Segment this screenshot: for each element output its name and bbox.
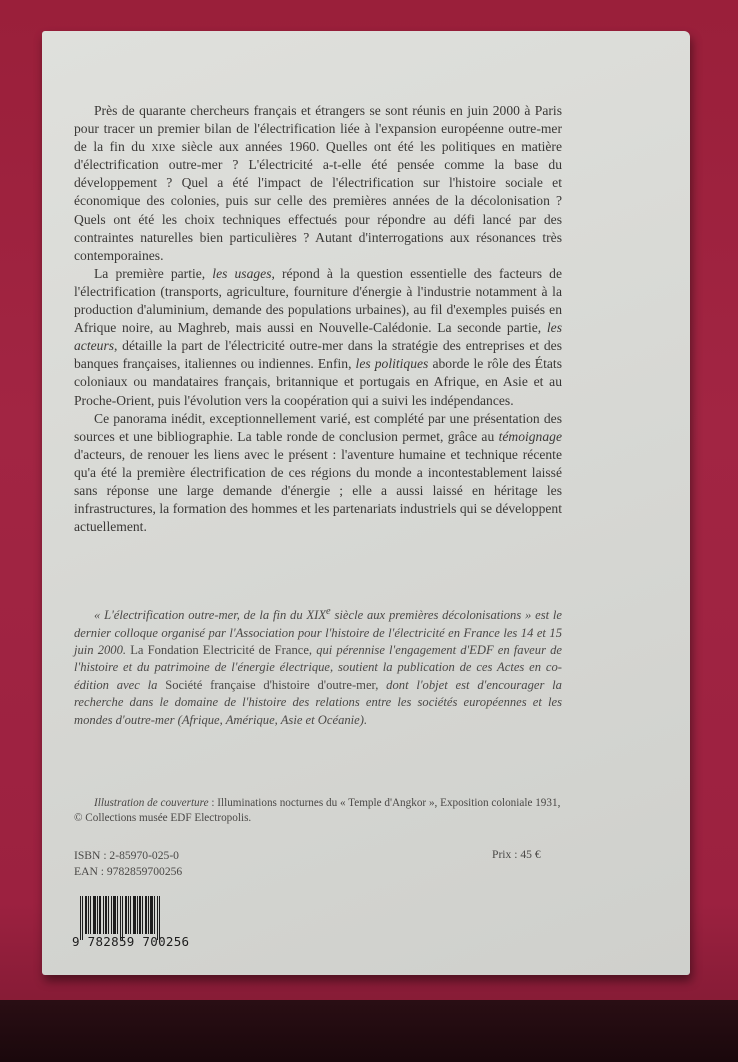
credit-text: : Illuminations nocturnes du « Temple d'Angkor », Exposition coloniale 1931, © Collections musée EDF Electropolis.: [74, 797, 561, 824]
colloquium-note-text: « L'électrification outre-mer, de la fin du XIXe siècle aux premières décolonisations » est le dernier colloque organisé par l'Association pour l'histoire de l'électricité en France les 14 et 15 juin 2000. La Fondation Electricité de France, qui pérennise l'engagement d'EDF en faveur de l'histoire et du patrimoine de l'énergie électrique, soutient la publication de ces Actes en co-édition avec la Société française d'histoire d'outre-mer, dont l'objet est d'encourager la recherche dans le domaine de l'histoire des relations entre les sociétés européennes et les mondes d'outre-mer (Afrique, Amérique, Asie et Océanie).: [74, 606, 562, 727]
blurb-paragraph-3: Ce panorama inédit, exceptionnellement varié, est complété par une présentation des sources et une bibliographie. La table ronde de conclusion permet, grâce au témoignage d'acteurs, de renouer les liens avec le présent : l'aventure humaine et technique récente qu'a été la première électrification de ces régions du monde a incontestablement laissé sans réponse une large demande d'énergie ; elle a aussi laissé en héritage les infrastructures, la formation des hommes et les partenariats industriels qui se développent actuellement.: [74, 410, 562, 535]
blurb: [74, 102, 562, 536]
credit-label: Illustration de couverture: [94, 797, 209, 809]
cover-illustration-credit: [74, 796, 562, 826]
blurb-paragraph-2: La première partie, les usages, répond à la question essentielle des facteurs de l'électrification (transports, agriculture, fourniture d'énergie à l'industrie notamment à la production d'aluminium, demande des populations urbaines), au fil d'exemples puisés en Afrique noire, au Maghreb, mais aussi en Nouvelle-Calédonie. La seconde partie, les acteurs, détaille la part de l'électricité outre-mer dans la stratégie des entreprises et des banques françaises, italiennes ou indiennes. Enfin, les politiques aborde le rôle des États coloniaux ou mandataires français, britannique et portugais en Afrique, en Asie et au Proche-Orient, puis l'évolution vers la coopération qui a suivi les indépendances.: [74, 265, 562, 408]
ean: EAN : 9782859700256: [74, 864, 183, 878]
price: Prix : 45 €: [492, 848, 541, 861]
isbn: ISBN : 2-85970-025-0: [74, 849, 179, 862]
blurb-paragraph-1: Près de quarante chercheurs français et étrangers se sont réunis en juin 2000 à Paris pour tracer un premier bilan de l'électrification liée à l'expansion européenne outre-mer de la fin du xixe siècle aux années 1960. Quelles ont été les politiques en matière d'électrification outre-mer ? L'électricité a-t-elle été pensée comme la base du développement ? Quel a été l'impact de l'électrification sur l'histoire sociale et économique des colonies, puis sur celle des premières années de la décolonisation ? Quels ont été les choix techniques effectués pour répondre au défi lancé par des contraintes naturelles bien particulières ? Autant d'interrogations aux résonances très contemporaines.: [74, 103, 562, 263]
ean13-barcode-icon: [72, 896, 190, 952]
table-surface: [0, 1000, 738, 1062]
barcode-bars: [72, 896, 190, 936]
barcode-digits: 9 782859 700256: [72, 934, 190, 949]
isbn-block: [74, 848, 182, 879]
colloquium-note: [74, 603, 562, 729]
